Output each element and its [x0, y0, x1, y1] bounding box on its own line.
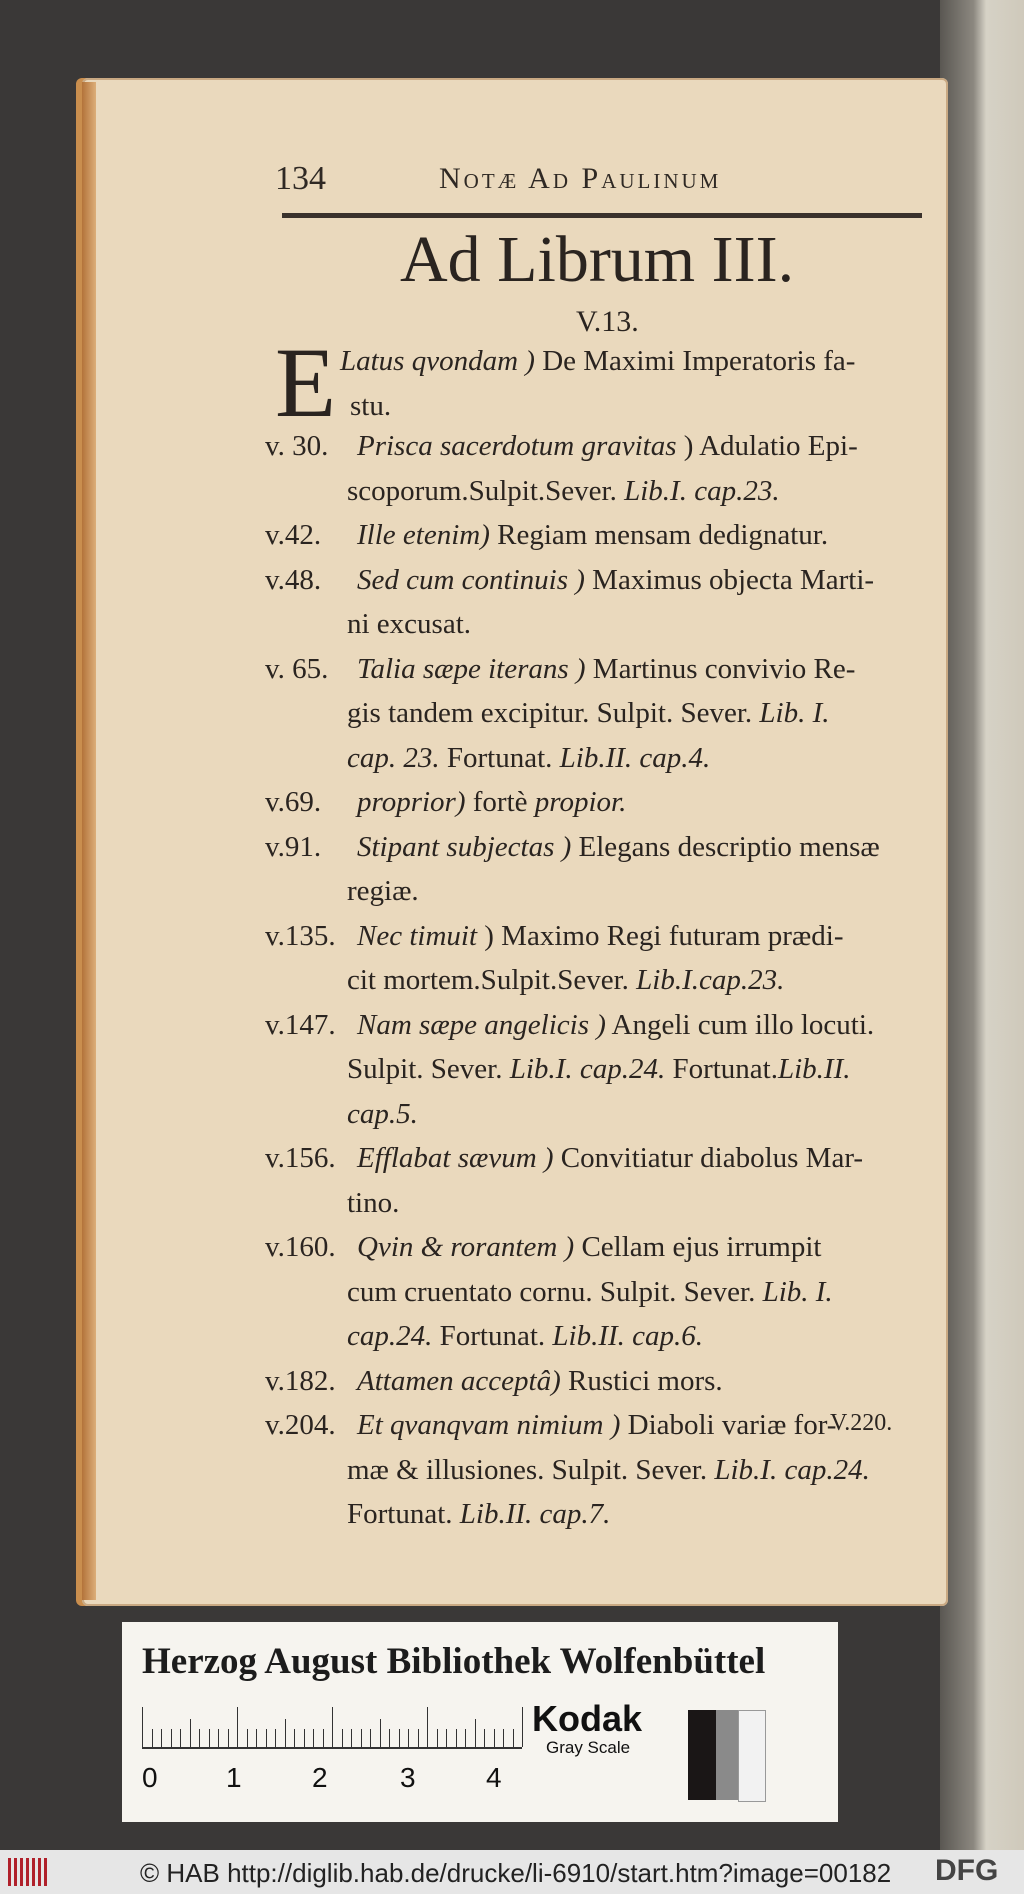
- note-text: ni excusat.: [347, 608, 472, 640]
- ruler-tick: [503, 1729, 504, 1747]
- ruler-tick: [380, 1719, 381, 1747]
- ruler-tick: [161, 1729, 162, 1747]
- verse-number: v.156.: [265, 1142, 336, 1174]
- ruler-tick: [361, 1729, 362, 1747]
- ruler-tick: [513, 1729, 514, 1747]
- verse-heading: V.13.: [576, 305, 639, 338]
- ruler-tick: [323, 1729, 324, 1747]
- note-line: [357, 1365, 723, 1398]
- scale-label: 1: [226, 1762, 242, 1793]
- library-name: Herzog August Bibliothek Wolfenbüttel: [142, 1641, 766, 1682]
- lemma-text: cap.5.: [347, 1097, 418, 1130]
- ruler-tick: [209, 1729, 210, 1747]
- note-line: [347, 742, 710, 775]
- ruler-tick: [190, 1719, 191, 1747]
- note-text: Fortunat.: [432, 1320, 553, 1352]
- gray-scale-label: Gray Scale: [546, 1738, 631, 1757]
- note-line: [347, 1498, 610, 1531]
- ruler-tick: [313, 1729, 314, 1747]
- verse-number: v.69.: [265, 786, 322, 818]
- note-line: [357, 519, 828, 552]
- note-text: ) Adulatio Epi-: [676, 430, 858, 462]
- ruler-tick: [294, 1729, 295, 1747]
- note-line: [347, 608, 471, 641]
- note-text: Sulpit. Sever.: [347, 1053, 510, 1085]
- ruler-tick: [465, 1729, 466, 1747]
- note-text: Fortunat.: [439, 741, 560, 774]
- note-text: gis tandem excipitur. Sulpit. Sever.: [347, 697, 760, 729]
- note-line: [347, 1320, 703, 1353]
- ruler-tick: [332, 1707, 333, 1747]
- note-text: Fortunat.: [347, 1498, 460, 1530]
- footer-bar: [0, 1850, 1024, 1894]
- lemma-text: Et qvanqvam nimium ): [357, 1409, 621, 1441]
- page-edge: [82, 82, 96, 1600]
- page-title: Ad Librum III.: [400, 223, 795, 296]
- ruler-tick: [218, 1729, 219, 1747]
- verse-number: v. 65.: [265, 652, 329, 685]
- ruler-tick: [304, 1729, 305, 1747]
- note-line: [357, 1009, 874, 1042]
- kodak-logo: Kodak: [532, 1698, 643, 1739]
- note-text: Elegans descriptio mensæ: [571, 830, 880, 863]
- verse-number: v.160.: [265, 1231, 336, 1263]
- first-entry-continuation: stu.: [350, 390, 392, 422]
- note-text: Convitiatur diabolus Mar-: [553, 1142, 864, 1174]
- note-line: [357, 1231, 821, 1264]
- ruler-tick: [427, 1707, 428, 1747]
- ruler-tick: [484, 1729, 485, 1747]
- swatch-white: [738, 1710, 766, 1802]
- lemma-text: Stipant subjectas ): [357, 830, 572, 863]
- swatch-black: [688, 1710, 716, 1800]
- lemma-text: Qvin & rorantem ): [357, 1231, 575, 1263]
- ruler-tick: [522, 1707, 523, 1747]
- lemma-text: cap.24.: [347, 1320, 433, 1352]
- note-line: [347, 964, 784, 997]
- ruler-tick: [475, 1719, 476, 1747]
- note-line: [357, 430, 858, 463]
- note-line: [347, 1098, 418, 1131]
- ruler-tick: [256, 1729, 257, 1747]
- lemma-text: Lib.I. cap.23.: [624, 474, 780, 507]
- catchword: V.220.: [830, 1410, 893, 1436]
- ruler-tick: [408, 1729, 409, 1747]
- ruler-tick: [389, 1729, 390, 1747]
- color-card: [122, 1622, 838, 1822]
- lemma-text: cap. 23.: [347, 741, 440, 774]
- note-text: scoporum.Sulpit.Sever.: [347, 474, 625, 507]
- verse-number: v.204.: [265, 1409, 336, 1441]
- note-line: [347, 875, 419, 908]
- header-rule: [282, 213, 922, 218]
- verse-number: v.91.: [265, 830, 322, 863]
- note-line: [357, 564, 874, 597]
- running-head: [275, 160, 835, 200]
- page-number: 134: [275, 160, 326, 197]
- verse-number: v. 30.: [265, 430, 329, 462]
- verse-number: v.48.: [265, 563, 322, 596]
- ruler-tick: [171, 1729, 172, 1747]
- ruler-tick: [494, 1729, 495, 1747]
- note-text: Fortunat.: [665, 1053, 778, 1085]
- ruler-tick: [266, 1729, 267, 1747]
- note-line: [357, 653, 855, 686]
- note-text: Martinus convivio Re-: [585, 652, 856, 685]
- ruler-tick: [456, 1729, 457, 1747]
- ruler-tick: [275, 1729, 276, 1747]
- lemma-text: Ille etenim): [357, 519, 490, 551]
- lemma-text: Lib.I. cap.24.: [509, 1053, 666, 1085]
- lemma-text: Lib. I.: [759, 697, 830, 729]
- note-text: fortè: [465, 786, 535, 818]
- ruler-tick: [180, 1729, 181, 1747]
- ruler-tick: [446, 1729, 447, 1747]
- note-line: [347, 475, 780, 508]
- note-line: [347, 697, 830, 730]
- ruler-tick: [342, 1729, 343, 1747]
- scale-label: 4: [486, 1762, 502, 1793]
- scale-label: 2: [312, 1762, 328, 1793]
- lemma-text: Lib.II. cap.6.: [552, 1320, 704, 1352]
- lemma-text: Nam sæpe angelicis ): [357, 1008, 606, 1041]
- ruler-tick: [285, 1719, 286, 1747]
- note-line: [357, 920, 843, 953]
- running-title: Notæ Ad Paulinum: [439, 162, 722, 195]
- lemma-text: propior.: [534, 786, 627, 818]
- lemma-text: Lib.I. cap.24.: [714, 1453, 870, 1486]
- lemma-text: proprior): [357, 786, 466, 818]
- ruler-tick: [247, 1729, 248, 1747]
- lemma-text: Attamen acceptâ): [357, 1364, 561, 1397]
- adjacent-page: [940, 0, 1024, 1850]
- ruler-tick: [142, 1707, 143, 1747]
- dfg-logo: DFG: [935, 1854, 999, 1887]
- note-text: Rustici mors.: [560, 1364, 723, 1397]
- ruler-tick: [418, 1729, 419, 1747]
- swatch-gray: [716, 1710, 738, 1800]
- note-line: [357, 786, 626, 819]
- note-text: regiæ.: [347, 875, 419, 907]
- lemma-text: Lib.II.: [777, 1053, 851, 1085]
- ruler-tick: [370, 1729, 371, 1747]
- note-text: Cellam ejus irrumpit: [574, 1231, 822, 1263]
- copyright-url[interactable]: © HAB http://diglib.hab.de/drucke/li-6910/start.htm?image=00182: [140, 1858, 892, 1888]
- lemma-text: Lib.II. cap.4.: [559, 741, 711, 774]
- verse-number: v.135.: [265, 919, 336, 952]
- note-text: Maximus objecta Marti-: [584, 563, 875, 596]
- note-text: ) Maximo Regi futuram prædi-: [477, 919, 844, 952]
- drop-cap: E: [275, 327, 337, 438]
- verse-number: v.42.: [265, 519, 322, 551]
- ruler-tick: [228, 1729, 229, 1747]
- note-text: cum cruentato cornu. Sulpit. Sever.: [347, 1275, 763, 1308]
- note-text: Diaboli variæ for-: [620, 1409, 837, 1441]
- lemma-text: Lib. I.: [762, 1275, 833, 1308]
- lemma-text: Nec timuit: [357, 919, 478, 952]
- note-text: tino.: [347, 1186, 400, 1219]
- ruler-tick: [399, 1729, 400, 1747]
- lemma-text: Lib.I.cap.23.: [636, 964, 785, 996]
- lemma-text: Talia sæpe iterans ): [357, 652, 586, 685]
- note-text: mæ & illusiones. Sulpit. Sever.: [347, 1453, 715, 1486]
- ruler-tick: [437, 1729, 438, 1747]
- lemma-text: Lib.II. cap.7.: [459, 1498, 611, 1530]
- note-line: [357, 831, 880, 864]
- lemma-text: Sed cum continuis ): [357, 563, 585, 596]
- ruler-tick: [351, 1729, 352, 1747]
- hab-logo-icon: [8, 1858, 48, 1886]
- verse-number: v.147.: [265, 1008, 336, 1041]
- note-text: Angeli cum illo locuti.: [605, 1008, 875, 1041]
- lemma-text: Efflabat sævum ): [357, 1142, 554, 1174]
- note-text: cit mortem.Sulpit.Sever.: [347, 964, 637, 996]
- first-entry-line: Latus qvondam ) De Maximi Imperatoris fa-: [340, 345, 856, 377]
- ruler-tick: [199, 1729, 200, 1747]
- ruler-tick: [237, 1707, 238, 1747]
- note-line: [347, 1187, 399, 1220]
- note-line: [357, 1142, 863, 1175]
- note-text: Regiam mensam dedignatur.: [489, 519, 829, 551]
- scale-label: 3: [400, 1762, 416, 1793]
- ruler-tick: [152, 1729, 153, 1747]
- note-line: [347, 1053, 850, 1086]
- verse-number: v.182.: [265, 1364, 336, 1397]
- note-line: [357, 1409, 836, 1442]
- scale-label: 0: [142, 1762, 158, 1793]
- note-line: [347, 1454, 870, 1487]
- scale-ruler: [142, 1707, 522, 1749]
- note-line: [347, 1276, 833, 1309]
- lemma-text: Prisca sacerdotum gravitas: [357, 430, 677, 462]
